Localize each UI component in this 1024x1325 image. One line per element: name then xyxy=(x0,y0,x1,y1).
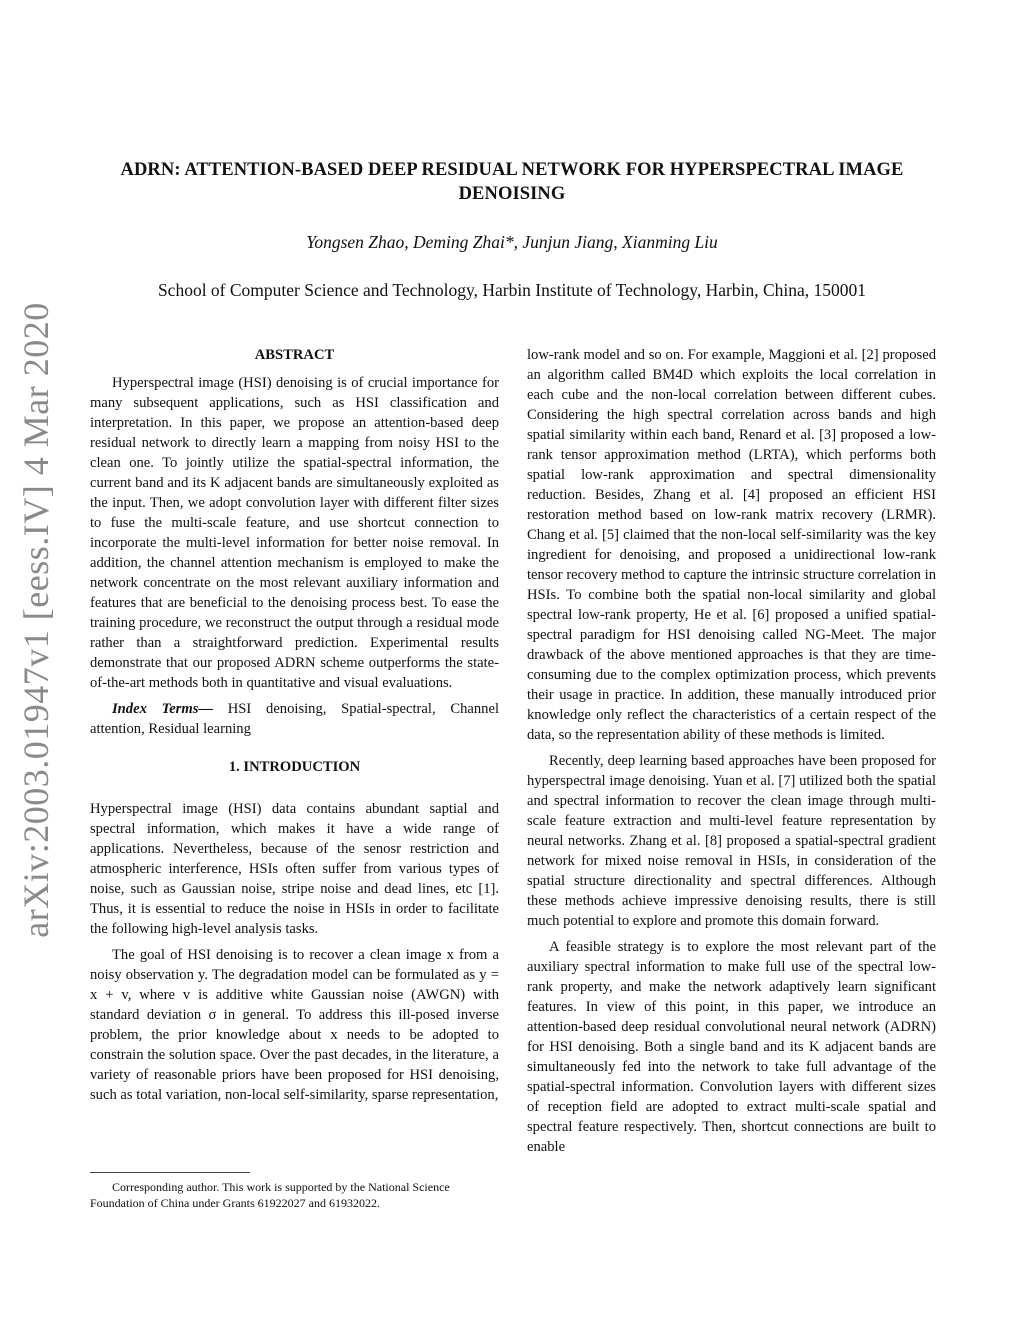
index-terms-label: Index Terms— xyxy=(112,701,213,717)
arxiv-identifier: arXiv:2003.01947v1 [eess.IV] 4 Mar 2020 xyxy=(16,302,56,938)
index-terms-text: HSI denoising, Spatial-spectral, Channel attention, Residual learning xyxy=(90,701,499,737)
footnote-rule xyxy=(90,1172,250,1173)
abstract-heading: ABSTRACT xyxy=(254,347,335,363)
right-column xyxy=(527,345,936,1163)
introduction-heading: 1. INTRODUCTION xyxy=(228,759,361,775)
abstract-text: Hyperspectral image (HSI) denoising is of crucial importance for many subsequent applications, such as HSI classification and interpretation. In this paper, we propose an attention-based deep residual network to directly learn a mapping from noisy HSI to the clean one. To jointly utilize the spatial-spectral information, the current band and its K adjacent bands are simultaneously exploited as the input. Then, we adopt convolution layer with different filter sizes to fuse the multi-scale feature, and use shortcut connection to incorporate the multi-level information for better noise removal. In addition, the channel attention mechanism is employed to make the network concentrate on the most relevant auxiliary information and features that are beneficial to the denoising process best. To ease the training procedure, we reconstruct the output through a residual mode rather than a straightforward prediction. Experimental results demonstrate that our proposed ADRN scheme outperforms the state-of-the-art methods both in quantitative and visual evaluations. xyxy=(90,375,499,691)
intro-paragraph-2: The goal of HSI denoising is to recover a clean image x from a noisy observation y. The degradation model can be formulated as y = x + v, where v is additive white Gaussian noise (AWGN) with standard deviation σ in general. To address this ill-posed inverse problem, the prior knowledge about x needs to be adopted to constrain the solution space. Over the past decades, in the literature, a variety of reasonable priors have been proposed for HSI denoising, such as total variation, non-local self-similarity, sparse representation, xyxy=(90,947,499,1103)
index-terms xyxy=(90,699,499,739)
paper-title xyxy=(90,158,934,206)
intro-paragraph-1: Hyperspectral image (HSI) data contains abundant saptial and spectral information, which makes it have a wide range of applications. Nevertheless, because of the senosr restriction and atmospheric interference, HSIs often suffer from various types of noise, such as Gaussian noise, stripe noise and dead lines, etc [1]. Thus, it is essential to reduce the noise in HSIs in order to facilitate the following high-level analysis tasks. xyxy=(90,801,499,937)
intro-paragraph-3: low-rank model and so on. For example, Maggioni et al. [2] proposed an algorithm called BM4D which exploits the local correlation in each cube and the non-local correlation between different cubes. Considering the high spectral correlation across bands and high spatial similarity within each band, Renard et al. [3] proposed a low-rank tensor approximation method (LRTA), which performs both spatial low-rank approximation and spectral dimensionality reduction. Besides, Zhang et al. [4] proposed an efficient HSI restoration method based on low-rank matrix recovery (LRMR). Chang et al. [5] claimed that the non-local self-similarity was the key ingredient for denoising, and proposed a unidirectional low-rank tensor recovery method to capture the intrinsic structure correlation in HSIs. To combine both the spatial non-local similarity and global spectral low-rank property, He et al. [6] proposed a unified spatial-spectral paradigm for HSI denoising called NG-Meet. The major drawback of the above mentioned approaches is that they are time-consuming due to the complex optimization process, which prevents their usage in practice. In addition, these manually introduced prior knowledge only reflect the characteristics of a certain respect of the data, so the representation ability of these methods is limited. xyxy=(527,347,936,743)
intro-paragraph-5: A feasible strategy is to explore the most relevant part of the auxiliary spectral information to make full use of the spectral low-rank property, and make the network adaptively learn significant features. In view of this point, in this paper, we introduce an attention-based deep residual convolutional neural network (ADRN) for HSI denoising. Both a single band and its K adjacent bands are simultaneously fed into the network to take full advantage of the spatial-spectral information. Convolution layers with different sizes of reception field are adopted to extract multi-scale spatial and spectral feature respectively. Then, shortcut connections are built to enable xyxy=(527,939,936,1155)
footnote-text: Corresponding author. This work is supported by the National Science Foundation of China under Grants 61922027 and 61932022. xyxy=(90,1180,450,1210)
intro-paragraph-4: Recently, deep learning based approaches have been proposed for hyperspectral image denoising. Yuan et al. [7] utilized both the spatial and spectral information to recover the clean image through multi-scale feature extraction and multi-level feature representation by neural networks. Zhang et al. [8] proposed a spatial-spectral gradient network for mixed noise removal in HSIs, in consideration of the spatial structure directionality and spectral differences. Although these methods achieve impressive denoising results, there is still much potential to explore and promote this domain forward. xyxy=(527,753,936,929)
left-column xyxy=(90,345,499,1111)
footnote xyxy=(90,1172,499,1211)
arxiv-side-stamp xyxy=(0,0,70,1325)
author-list: Yongsen Zhao, Deming Zhai*, Junjun Jiang, Xianming Liu xyxy=(306,232,718,252)
title-line-1: ADRN: ATTENTION-BASED DEEP RESIDUAL NETWORK FOR HYPERSPECTRAL IMAGE xyxy=(120,160,904,180)
title-line-2: DENOISING xyxy=(458,184,566,204)
affiliation: School of Computer Science and Technology, Harbin Institute of Technology, Harbin, China, 150001 xyxy=(157,280,867,300)
